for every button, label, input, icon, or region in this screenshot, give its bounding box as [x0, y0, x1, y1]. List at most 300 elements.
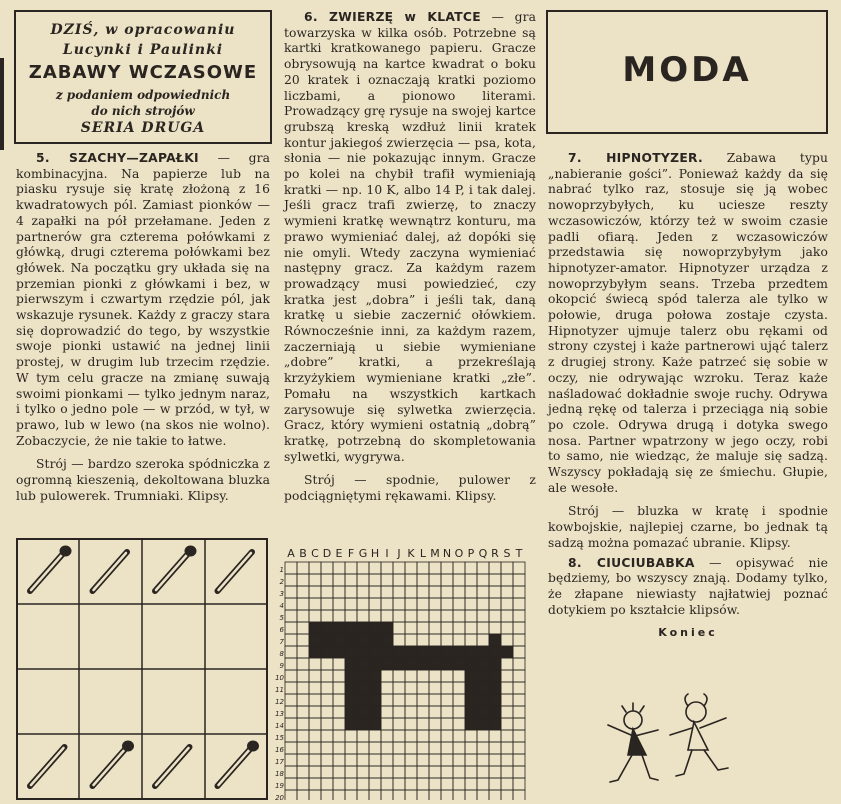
right-child-legs [676, 750, 728, 776]
grid-cell-filled [417, 658, 429, 670]
grid-cell [393, 682, 405, 694]
grid-cell [381, 754, 393, 766]
grid-cell [441, 718, 453, 730]
grid-cell [309, 658, 321, 670]
grid-row-number: 14 [275, 722, 284, 730]
grid-cell [429, 730, 441, 742]
grid-cell [285, 634, 297, 646]
grid-cell [297, 658, 309, 670]
grid-cell [501, 766, 513, 778]
grid-cell [297, 790, 309, 800]
grid-cell-filled [477, 706, 489, 718]
grid-cell [345, 574, 357, 586]
grid-cell [477, 766, 489, 778]
grid-cell [309, 562, 321, 574]
grid-cell [333, 658, 345, 670]
grid-cell [429, 622, 441, 634]
grid-cell-filled [393, 658, 405, 670]
grid-cell [513, 622, 525, 634]
grid-cell [357, 574, 369, 586]
grid-cell [381, 778, 393, 790]
grid-cell [357, 790, 369, 800]
match-with-head [155, 546, 197, 592]
grid-row-number: 3 [279, 590, 284, 598]
grid-cell [417, 790, 429, 800]
grid-cell [405, 670, 417, 682]
grid-cell [285, 694, 297, 706]
grid-cell-filled [489, 658, 501, 670]
grid-cell [297, 754, 309, 766]
grid-cell [381, 694, 393, 706]
grid-cell-filled [477, 646, 489, 658]
grid-cell [477, 598, 489, 610]
grid-cell-filled [381, 646, 393, 658]
grid-cell [513, 778, 525, 790]
match-with-head [30, 546, 72, 592]
grid-cell [369, 610, 381, 622]
grid-cell [345, 754, 357, 766]
grid-column-letter: P [467, 547, 475, 560]
grid-cell [357, 730, 369, 742]
grid-cell-filled [357, 634, 369, 646]
grid-cell [369, 766, 381, 778]
grid-cell [453, 706, 465, 718]
grid-cell [465, 598, 477, 610]
grid-cell [393, 610, 405, 622]
grid-row-number: 8 [279, 650, 284, 658]
grid-cell [321, 790, 333, 800]
grid-cell [477, 634, 489, 646]
grid-cell [501, 742, 513, 754]
grid-cell [417, 610, 429, 622]
left-child-hair [622, 703, 644, 712]
grid-row-number: 1 [279, 566, 284, 574]
grid-cell [309, 682, 321, 694]
grid-cell [513, 586, 525, 598]
grid-cell [513, 766, 525, 778]
left-child-body [628, 729, 646, 755]
match-with-head [93, 741, 135, 787]
grid-cell [453, 742, 465, 754]
grid-cell [429, 634, 441, 646]
grid-cell-filled [405, 646, 417, 658]
grid-cell [357, 562, 369, 574]
grid-cell [297, 742, 309, 754]
grid-cell-filled [441, 658, 453, 670]
grid-column-letter: G [358, 547, 368, 560]
grid-column-letter: L [419, 547, 427, 560]
grid-cell [321, 766, 333, 778]
match-without-head [218, 552, 253, 591]
grid-cell [333, 562, 345, 574]
grid-cell [297, 694, 309, 706]
grid-cell [333, 610, 345, 622]
grid-cell [369, 574, 381, 586]
grid-cell [381, 706, 393, 718]
grid-row-number: 10 [275, 674, 284, 682]
grid-column-letter: H [370, 547, 380, 560]
grid-cell [429, 586, 441, 598]
grid-cell [333, 742, 345, 754]
grid-cell [321, 670, 333, 682]
grid-cell-filled [465, 658, 477, 670]
grid-cell [489, 622, 501, 634]
grid-cell [369, 730, 381, 742]
grid-cell [393, 670, 405, 682]
right-child-hair [685, 694, 707, 706]
grid-cell [285, 586, 297, 598]
game-7-paragraph [548, 151, 828, 496]
game-5-paragraph [16, 151, 270, 449]
grid-cell [393, 790, 405, 800]
grid-column-letter: Q [478, 547, 488, 560]
grid-cell-filled [309, 622, 321, 634]
grid-cell [417, 586, 429, 598]
grid-cell [285, 610, 297, 622]
grid-cell [429, 706, 441, 718]
grid-row-number: 13 [275, 710, 284, 718]
grid-cell [333, 682, 345, 694]
grid-cell [417, 598, 429, 610]
grid-cell-filled [333, 622, 345, 634]
grid-cell-filled [429, 658, 441, 670]
grid-cell [453, 778, 465, 790]
grid-cell [417, 754, 429, 766]
grid-cell [477, 610, 489, 622]
grid-cell-filled [489, 718, 501, 730]
grid-cell [453, 610, 465, 622]
grid-cell [393, 706, 405, 718]
game-8-paragraph [548, 556, 828, 619]
animal-grid-svg [275, 538, 535, 800]
grid-cell [321, 598, 333, 610]
grid-cell [381, 598, 393, 610]
grid-cell-filled [345, 658, 357, 670]
grid-cell [285, 742, 297, 754]
grid-cell [477, 586, 489, 598]
grid-cell [381, 670, 393, 682]
grid-cell [501, 634, 513, 646]
grid-cell [357, 742, 369, 754]
game-8-title: 8. CIUCIUBABKA [568, 555, 695, 570]
grid-cell [513, 682, 525, 694]
grid-cell [441, 742, 453, 754]
grid-cell-filled [477, 682, 489, 694]
koniec-label: Koniec [658, 626, 718, 640]
match-without-head [93, 552, 128, 591]
grid-cell-filled [369, 718, 381, 730]
grid-cell [453, 790, 465, 800]
grid-cell [489, 598, 501, 610]
match-with-head [218, 741, 260, 787]
grid-cell-filled [357, 706, 369, 718]
grid-cell [357, 598, 369, 610]
grid-row-number: 16 [275, 746, 284, 754]
grid-cell [513, 742, 525, 754]
grid-cell [489, 778, 501, 790]
grid-cell [465, 634, 477, 646]
grid-cell [393, 622, 405, 634]
grid-cell [513, 730, 525, 742]
grid-cell [417, 778, 429, 790]
grid-row-number: 5 [279, 614, 284, 622]
grid-cell [453, 634, 465, 646]
grid-cell [453, 574, 465, 586]
grid-cell [405, 682, 417, 694]
grid-cell [453, 622, 465, 634]
grid-cell-filled [465, 694, 477, 706]
grid-cell [321, 610, 333, 622]
column-1 [16, 151, 270, 504]
grid-cell [417, 682, 429, 694]
grid-cell [345, 742, 357, 754]
grid-cell [309, 706, 321, 718]
grid-cell [465, 730, 477, 742]
grid-cell [405, 754, 417, 766]
grid-cell-filled [489, 670, 501, 682]
grid-cell [285, 670, 297, 682]
grid-cell [489, 742, 501, 754]
grid-cell [393, 562, 405, 574]
header-series: SERIA DRUGA [80, 120, 206, 136]
grid-cell [513, 562, 525, 574]
grid-cell-filled [417, 646, 429, 658]
grid-cell [321, 754, 333, 766]
grid-column-letter: O [454, 547, 464, 560]
grid-cell [333, 730, 345, 742]
grid-cell [309, 574, 321, 586]
grid-cell [429, 790, 441, 800]
grid-cell-filled [357, 670, 369, 682]
grid-cell-filled [357, 682, 369, 694]
grid-cell [453, 766, 465, 778]
grid-cell [297, 598, 309, 610]
grid-cell [465, 562, 477, 574]
grid-cell [441, 706, 453, 718]
grid-cell-filled [369, 706, 381, 718]
dancing-children-illustration [588, 690, 748, 800]
grid-cell [489, 730, 501, 742]
grid-cell [429, 562, 441, 574]
grid-cell [441, 574, 453, 586]
grid-cell [501, 658, 513, 670]
grid-cell [309, 694, 321, 706]
grid-cell [357, 766, 369, 778]
grid-cell [333, 574, 345, 586]
grid-column-letter: E [335, 547, 343, 560]
grid-cell [333, 766, 345, 778]
grid-cell [321, 778, 333, 790]
grid-cell-filled [345, 706, 357, 718]
grid-cell [441, 670, 453, 682]
grid-cell-filled [489, 634, 501, 646]
grid-cell [321, 730, 333, 742]
costume-7: Strój — bluzka w kratę i spodnie kowbojskie, najlepiej czarne, bo jednak tą sadzą można pomazać ubranie. Klipsy. [548, 504, 828, 550]
grid-cell [453, 718, 465, 730]
grid-cell-filled [345, 646, 357, 658]
grid-cell-filled [309, 646, 321, 658]
grid-cell [381, 562, 393, 574]
grid-cell [441, 634, 453, 646]
grid-cell-filled [393, 646, 405, 658]
grid-cell [297, 670, 309, 682]
grid-cell [465, 778, 477, 790]
series-header-box [14, 10, 272, 144]
grid-cell [417, 634, 429, 646]
grid-cell [393, 574, 405, 586]
grid-cell [309, 778, 321, 790]
grid-cell-filled [357, 658, 369, 670]
costume-6: Strój — spodnie, pulower z podciągniętymi rękawami. Klipsy. [284, 473, 536, 504]
grid-cell [465, 586, 477, 598]
grid-cell [345, 730, 357, 742]
grid-cell [465, 754, 477, 766]
grid-cell [297, 682, 309, 694]
grid-column-letter: J [397, 547, 401, 560]
game-5-title: 5. SZACHY—ZAPAŁKI [36, 151, 199, 165]
header-line-4: z podaniem odpowiednich [55, 88, 231, 102]
match-without-head [30, 747, 65, 786]
grid-cell [345, 778, 357, 790]
grid-cell [381, 586, 393, 598]
grid-cell [381, 730, 393, 742]
grid-cell [333, 586, 345, 598]
grid-cell [297, 622, 309, 634]
grid-cell [501, 562, 513, 574]
grid-cell [441, 682, 453, 694]
grid-cell [405, 694, 417, 706]
grid-cell [285, 706, 297, 718]
grid-cell-filled [501, 646, 513, 658]
grid-cell [477, 622, 489, 634]
grid-row-number: 6 [279, 626, 284, 634]
grid-cell [489, 754, 501, 766]
grid-cell-filled [345, 694, 357, 706]
grid-cell [501, 778, 513, 790]
grid-cell [285, 790, 297, 800]
grid-cell [381, 682, 393, 694]
grid-cell [345, 766, 357, 778]
grid-cell [393, 754, 405, 766]
grid-column-letter: T [515, 547, 523, 560]
grid-cell-filled [477, 718, 489, 730]
grid-cell-filled [453, 658, 465, 670]
grid-cell [405, 718, 417, 730]
grid-row-number: 17 [275, 758, 284, 766]
grid-cell [465, 574, 477, 586]
grid-cell [333, 790, 345, 800]
grid-cell [309, 742, 321, 754]
grid-cell [393, 778, 405, 790]
grid-cell [453, 586, 465, 598]
header-line-5: do nich strojów [91, 104, 195, 118]
grid-cell [465, 610, 477, 622]
grid-cell [285, 682, 297, 694]
game-6-title: 6. ZWIERZĘ w KLATCE [304, 10, 481, 24]
grid-cell [285, 598, 297, 610]
grid-cell [417, 718, 429, 730]
grid-cell [297, 574, 309, 586]
grid-cell [453, 694, 465, 706]
grid-cell [333, 706, 345, 718]
grid-row-number: 4 [279, 602, 284, 610]
grid-cell [429, 610, 441, 622]
grid-cell [513, 658, 525, 670]
grid-cell [381, 742, 393, 754]
grid-cell [465, 622, 477, 634]
grid-cell [477, 754, 489, 766]
grid-cell [333, 778, 345, 790]
grid-cell [465, 790, 477, 800]
grid-cell [441, 598, 453, 610]
grid-cell [489, 586, 501, 598]
grid-cell [513, 634, 525, 646]
grid-cell [429, 742, 441, 754]
grid-cell [369, 754, 381, 766]
grid-cell [309, 598, 321, 610]
game-7-title: 7. HIPNOTYZER. [568, 151, 703, 165]
grid-cell-filled [477, 658, 489, 670]
grid-cell-filled [465, 646, 477, 658]
grid-cell [309, 718, 321, 730]
grid-cell-filled [381, 658, 393, 670]
grid-cell-filled [477, 694, 489, 706]
grid-cell [429, 574, 441, 586]
grid-cell [489, 610, 501, 622]
grid-cell [309, 754, 321, 766]
game-7-text: Zabawa typu „nabieranie gości”. Ponieważ każdy da się nabrać tylko raz, stosuje się ją wobec nowoprzybyłych, ku uciesze reszty wczasowiczów, którzy też w swoim czasie padli ofiarą. Jeden z wczasowiczów przedstawia się nowoprzybyłym jako hipnotyzer-amator. Hipnotyzer urządza z nowoprzybyłym seans. Trzeba przedtem okopcić świecą spód talerza ale tylko w połowie, druga połowa zostaje czysta. Hipnotyzer ujmuje talerz obu rękami od strony czystej i każe partnerowi ująć talerz z drugiej strony. Każe patrzeć się sobie w oczy, nie odrywając wzroku. Teraz każe naśladować dokładnie swoje ruchy. Odrywa jedną rękę od talerza i przeciąga nią sobie po czole. Odrywa drugą i dotyka swego nosa. Partner wpatrzony w jego oczy, robi to samo, nie wiedząc, że maluje się sadzą. Wszyscy pokładają się ze śmiechu. Głupie, ale wesołe. [548, 151, 828, 495]
grid-cell [381, 766, 393, 778]
grid-cell [513, 790, 525, 800]
grid-row-number: 19 [275, 782, 284, 790]
grid-cell [405, 730, 417, 742]
grid-cell [429, 670, 441, 682]
grid-cell [501, 730, 513, 742]
grid-cell [453, 682, 465, 694]
grid-cell [297, 766, 309, 778]
grid-cell [441, 694, 453, 706]
grid-row-number: 15 [275, 734, 284, 742]
grid-cell [441, 790, 453, 800]
grid-cell-filled [357, 646, 369, 658]
grid-cell [417, 694, 429, 706]
grid-cell [309, 586, 321, 598]
grid-cell [285, 718, 297, 730]
grid-cell [501, 694, 513, 706]
grid-cell [405, 598, 417, 610]
grid-cell [369, 790, 381, 800]
grid-cell [357, 610, 369, 622]
grid-cell [429, 694, 441, 706]
grid-cell [345, 598, 357, 610]
grid-cell [393, 730, 405, 742]
grid-cell [381, 718, 393, 730]
grid-cell [405, 610, 417, 622]
grid-cell-filled [441, 646, 453, 658]
grid-cell [297, 610, 309, 622]
grid-cell [441, 778, 453, 790]
game-8-text: — opisywać nie będziemy, bo wszyscy znają. Dodamy tylko, że złapane niewiasty najłatwiej poznać dotykiem po kształcie klipsów. [548, 555, 828, 617]
grid-column-letter: D [322, 547, 332, 560]
grid-column-letter: S [503, 547, 511, 560]
grid-cell [405, 562, 417, 574]
grid-cell [441, 766, 453, 778]
grid-cell-filled [369, 694, 381, 706]
grid-column-letter: A [287, 547, 295, 560]
right-child-arms [670, 718, 726, 735]
grid-cell [417, 706, 429, 718]
grid-column-letter: N [442, 547, 452, 560]
